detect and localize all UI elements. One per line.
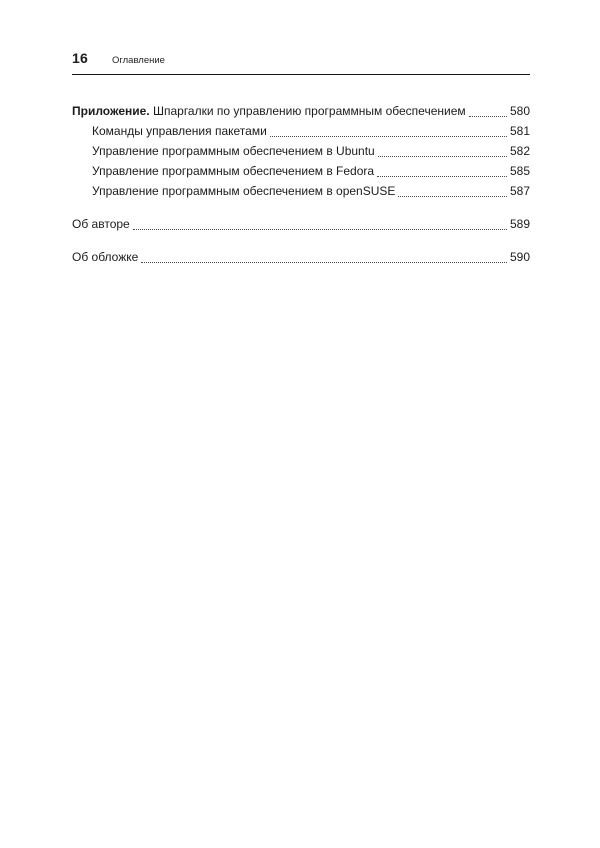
dot-leader [270,136,507,137]
page-number: 16 [72,50,88,66]
dot-leader [133,229,507,230]
toc-entry-page: 582 [509,144,530,158]
toc-entry-page: 587 [509,184,530,198]
toc-entry-appendix [72,101,530,121]
toc-entry-label: Команды управления пакетами [92,124,267,138]
toc-entry-label: Управление программным обеспечением в Ubuntu [92,144,375,158]
table-of-contents [72,101,530,267]
toc-entry-fedora [92,161,530,181]
running-head-title: Оглавление [111,55,165,66]
toc-entry-page: 585 [509,164,530,178]
toc-entry-page: 581 [509,124,530,138]
toc-entry-package-commands [92,121,530,141]
toc-entry-label: Об обложке [72,250,139,264]
toc-entry-ubuntu [92,141,530,161]
dot-leader [398,196,507,197]
dot-leader [378,156,507,157]
dot-leader [377,176,507,177]
toc-entry-page: 590 [509,250,530,264]
toc-entry-about-author [72,214,530,234]
toc-entry-prefix: Приложение. [72,104,150,118]
toc-entry-label [72,101,466,121]
toc-entry-label: Об авторе [72,217,130,231]
toc-entry-opensuse [92,181,530,201]
toc-entry-label: Управление программным обеспечением в openSUSE [92,184,396,198]
dot-leader [469,116,507,117]
dot-leader [141,262,507,263]
toc-entry-about-cover [72,247,530,267]
toc-entry-text: Шпаргалки по управлению программным обеспечением [152,104,466,118]
toc-entry-page: 589 [509,217,530,231]
toc-entry-page: 580 [509,104,530,118]
toc-entry-label: Управление программным обеспечением в Fedora [92,164,375,178]
page-content [72,50,530,267]
running-head [72,50,530,75]
